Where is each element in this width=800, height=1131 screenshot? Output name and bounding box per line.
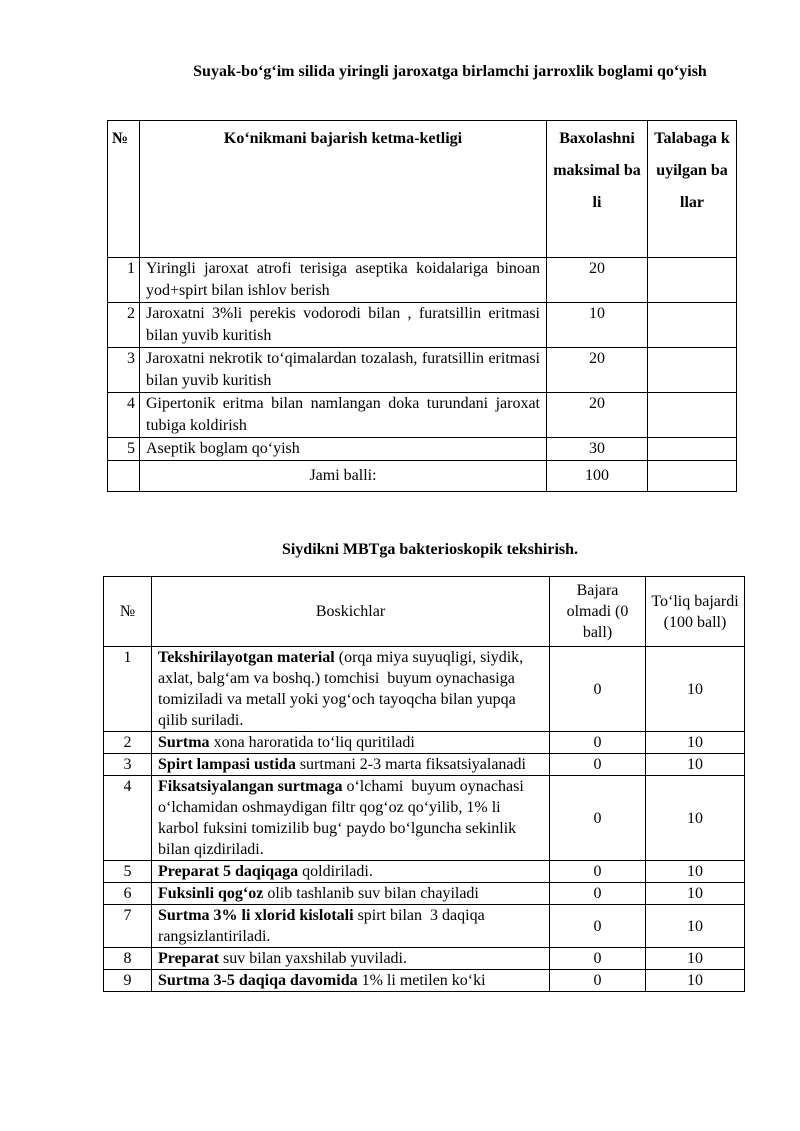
total-label: Jami balli: — [140, 461, 547, 492]
row-failed-score: 0 — [550, 754, 646, 776]
row-number: 3 — [108, 348, 140, 393]
row-description — [152, 647, 550, 732]
row-student-score — [648, 348, 737, 393]
row-description-text: spirt bilan 3 daqiqa rangsizlantiriladi. — [158, 907, 489, 945]
header-student-score: Talabaga kuyilgan ballar — [648, 121, 737, 258]
row-done-score: 10 — [646, 905, 745, 948]
row-student-score — [648, 393, 737, 438]
row-description-text: o‘lchami buyum oynachasi o‘lchamidan oshmaydigan filtr qog‘oz qo‘yilib, 1% li karbol fuksini tomizilib bug‘ paydo bo‘lguncha sekinlik bilan qizdiriladi. — [158, 778, 528, 858]
row-description-text: (orqa miya suyuqligi, siydik, axlat, balg‘am va boshq.) tomchisi buyum oynachasiga tomiziladi va metall yoki yog‘och tayoqcha bilan yupqa qilib suriladi. — [158, 649, 528, 729]
table-row — [104, 776, 745, 861]
row-number: 1 — [108, 258, 140, 303]
row-description — [152, 970, 550, 992]
row-done-score: 10 — [646, 732, 745, 754]
row-done-score: 10 — [646, 754, 745, 776]
row-description-bold: Surtma 3% li xlorid kislotali — [158, 907, 354, 924]
row-description-text: surtmani 2-3 marta fiksatsiyalanadi — [295, 756, 526, 773]
table-row — [104, 970, 745, 992]
row-description — [152, 732, 550, 754]
header-number: № — [104, 577, 152, 647]
row-failed-score: 0 — [550, 732, 646, 754]
table-row — [104, 732, 745, 754]
row-description-text: 1% li metilen ko‘ki — [357, 972, 486, 989]
row-done-score: 10 — [646, 970, 745, 992]
table-row — [104, 647, 745, 732]
row-failed-score: 0 — [550, 861, 646, 883]
header-done: To‘liq bajardi (100 ball) — [646, 577, 745, 647]
table-row — [104, 754, 745, 776]
row-failed-score: 0 — [550, 647, 646, 732]
header-max-score: Baxolashni maksimal bali — [547, 121, 648, 258]
skills-table — [107, 120, 737, 492]
table-row — [108, 303, 737, 348]
row-description — [152, 861, 550, 883]
row-description-bold: Surtma 3-5 daqiqa davomida — [158, 972, 358, 989]
row-description-bold: Fuksinli qog‘oz — [158, 885, 264, 902]
row-description — [152, 883, 550, 905]
table-row — [104, 861, 745, 883]
row-failed-score: 0 — [550, 776, 646, 861]
row-student-score — [648, 258, 737, 303]
table-row — [104, 883, 745, 905]
row-number: 9 — [104, 970, 152, 992]
header-steps: Ko‘nikmani bajarish ketma-ketligi — [140, 121, 547, 258]
row-description-bold: Surtma — [158, 734, 210, 751]
row-failed-score: 0 — [550, 905, 646, 948]
row-description-text: qoldiriladi. — [298, 863, 373, 880]
row-done-score: 10 — [646, 883, 745, 905]
row-failed-score: 0 — [550, 948, 646, 970]
row-description: Yiringli jaroxat atrofi terisiga aseptika koidalariga binoan yod+spirt bilan ishlov berish — [140, 258, 547, 303]
row-max-score: 20 — [547, 348, 648, 393]
row-number: 7 — [104, 905, 152, 948]
procedure-table — [103, 576, 745, 992]
header-steps: Boskichlar — [152, 577, 550, 647]
total-empty-cell — [108, 461, 140, 492]
row-number: 8 — [104, 948, 152, 970]
row-max-score: 20 — [547, 393, 648, 438]
row-description-bold: Fiksatsiyalangan surtmaga — [158, 778, 343, 795]
row-description: Jaroxatni nekrotik to‘qimalardan tozalash, furatsillin eritmasi bilan yuvib kuritish — [140, 348, 547, 393]
row-done-score: 10 — [646, 647, 745, 732]
row-failed-score: 0 — [550, 970, 646, 992]
row-max-score: 10 — [547, 303, 648, 348]
row-max-score: 30 — [547, 438, 648, 461]
section2-title: Siydikni MBTga bakterioskopik tekshirish. — [281, 541, 579, 558]
row-student-score — [648, 438, 737, 461]
section1-title: Suyak-bo‘g‘im silida yiringli jaroxatga birlamchi jarroxlik boglami qo‘yish — [193, 63, 707, 80]
row-number: 2 — [104, 732, 152, 754]
row-description — [152, 948, 550, 970]
row-done-score: 10 — [646, 861, 745, 883]
table-row — [108, 348, 737, 393]
row-description: Jaroxatni 3%li perekis vodorodi bilan , furatsillin eritmasi bilan yuvib kuritish — [140, 303, 547, 348]
table-row — [104, 948, 745, 970]
row-number: 3 — [104, 754, 152, 776]
row-description-text: xona haroratida to‘liq quritiladi — [209, 734, 415, 751]
row-done-score: 10 — [646, 776, 745, 861]
header-failed: Bajara olmadi (0 ball) — [550, 577, 646, 647]
table-row — [104, 905, 745, 948]
row-number: 5 — [104, 861, 152, 883]
table-row — [108, 438, 737, 461]
row-number: 4 — [104, 776, 152, 861]
row-description — [152, 754, 550, 776]
table-row — [108, 258, 737, 303]
row-done-score: 10 — [646, 948, 745, 970]
row-description-bold: Tekshirilayotgan material — [158, 649, 335, 666]
row-student-score — [648, 303, 737, 348]
row-description-text: olib tashlanib suv bilan chayiladi — [263, 885, 479, 902]
table-row — [108, 393, 737, 438]
row-description — [152, 905, 550, 948]
row-max-score: 20 — [547, 258, 648, 303]
row-description-bold: Preparat 5 daqiqaga — [158, 863, 299, 880]
row-description: Gipertonik eritma bilan namlangan doka turundani jaroxat tubiga koldirish — [140, 393, 547, 438]
header-number: № — [108, 121, 140, 258]
total-value: 100 — [547, 461, 648, 492]
row-number: 2 — [108, 303, 140, 348]
row-number: 4 — [108, 393, 140, 438]
row-description: Aseptik boglam qo‘yish — [140, 438, 547, 461]
row-description-text: suv bilan yaxshilab yuviladi. — [219, 950, 407, 967]
row-number: 1 — [104, 647, 152, 732]
row-failed-score: 0 — [550, 883, 646, 905]
row-description-bold: Spirt lampasi ustida — [158, 756, 296, 773]
row-description — [152, 776, 550, 861]
row-description-bold: Preparat — [158, 950, 220, 967]
total-student-cell — [648, 461, 737, 492]
row-number: 5 — [108, 438, 140, 461]
row-number: 6 — [104, 883, 152, 905]
